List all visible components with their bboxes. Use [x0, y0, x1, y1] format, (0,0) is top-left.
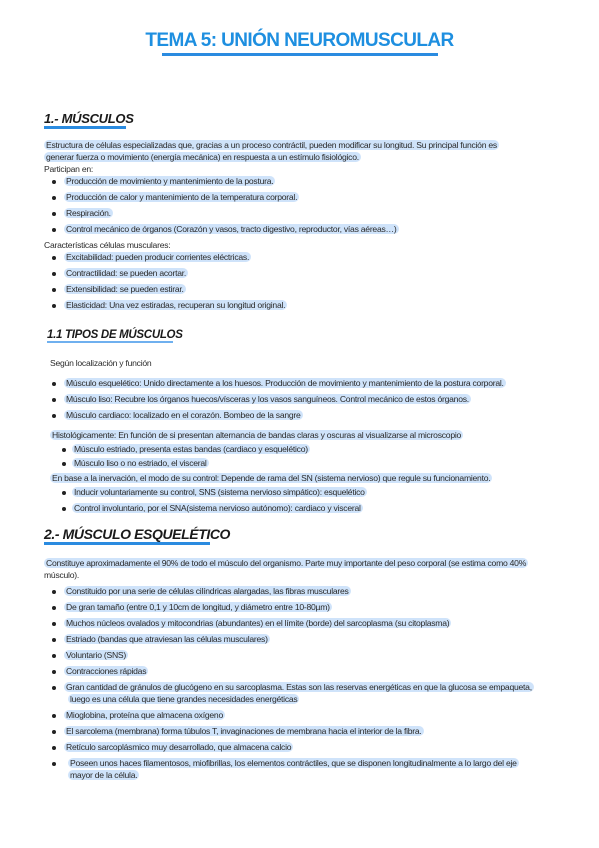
- bullet-icon: [52, 272, 56, 276]
- bullet-icon: [52, 228, 56, 232]
- list-item: Músculo liso: Recubre los órganos huecos/vísceras y los vasos sanguíneos. Control mecánico de estos órganos.: [66, 394, 469, 404]
- sub-label: Según localización y función: [50, 358, 152, 368]
- bullet-icon: [52, 654, 56, 658]
- page-title: TEMA 5: UNIÓN NEUROMUSCULAR: [145, 30, 454, 51]
- section-heading-musculos: 1.- MÚSCULOS: [44, 111, 134, 126]
- bullet-icon: [52, 256, 56, 260]
- bullet-icon: [52, 762, 56, 766]
- intro-line-1: Estructura de células especializadas que, gracias a un proceso contráctil, pueden modificar su longitud. Su principal función es: [46, 140, 497, 150]
- intro-line-1: Constituye aproximadamente el 90% de todo el músculo del organismo. Parte muy importante del peso corporal (se estima como 40%: [46, 558, 527, 568]
- section-heading-tipos: 1.1 TIPOS DE MÚSCULOS: [47, 329, 183, 341]
- bullet-icon: [52, 730, 56, 734]
- bullet-icon: [52, 590, 56, 594]
- list-item: De gran tamaño (entre 0,1 y 10cm de longitud, y diámetro entre 10-80µm): [66, 602, 330, 612]
- list-item: Inducir voluntariamente su control, SNS (sistema nervioso simpático): esquelético: [74, 487, 365, 497]
- bullet-icon: [62, 491, 66, 495]
- list-item: Constituido por una serie de células cilíndricas alargadas, las fibras musculares: [66, 586, 349, 596]
- caracteristicas-label: Características células musculares:: [44, 240, 171, 250]
- bullet-icon: [52, 606, 56, 610]
- bullet-icon: [52, 212, 56, 216]
- bullet-icon: [52, 304, 56, 308]
- list-item: Extensibilidad: se pueden estirar.: [66, 284, 184, 294]
- list-item: Producción de calor y mantenimiento de la temperatura corporal.: [66, 192, 298, 202]
- list-item: El sarcolema (membrana) forma túbulos T, invaginaciones de membrana hacia el interior de la fibra.: [66, 726, 422, 736]
- list-item: Voluntario (SNS): [66, 650, 127, 660]
- list-item: Producción de movimiento y mantenimiento de la postura.: [66, 176, 274, 186]
- list-item: Estriado (bandas que atraviesan las células musculares): [66, 634, 268, 644]
- bullet-icon: [52, 180, 56, 184]
- bullet-icon: [52, 288, 56, 292]
- list-item: Gran cantidad de gránulos de glucógeno en su sarcoplasma. Estas son las reservas energéticas en que la glucosa se empaqueta,: [66, 682, 532, 692]
- list-item-continuation: mayor de la célula.: [70, 770, 138, 780]
- intro-line-2: músculo).: [44, 570, 79, 580]
- list-item: Contractilidad: se pueden acortar.: [66, 268, 187, 278]
- inervacion-text: En base a la inervación, el modo de su control: Depende de rama del SN (sistema nervioso) que regule su funcionamiento.: [52, 473, 491, 483]
- bullet-icon: [52, 414, 56, 418]
- bullet-icon: [52, 714, 56, 718]
- bullet-icon: [62, 462, 66, 466]
- list-item-continuation: luego es una célula que tiene grandes necesidades energéticas: [70, 694, 298, 704]
- bullet-icon: [62, 448, 66, 452]
- list-item: Control mecánico de órganos (Corazón y vasos, tracto digestivo, reproductor, vías aéreas…): [66, 224, 397, 234]
- participan-label: Participan en:: [44, 164, 94, 174]
- title-underline: [162, 53, 438, 56]
- bullet-icon: [52, 382, 56, 386]
- bullet-icon: [52, 686, 56, 690]
- list-item: Músculo estriado, presenta estas bandas (cardiaco y esquelético): [74, 444, 308, 454]
- list-item: Músculo cardiaco: localizado en el corazón. Bombeo de la sangre: [66, 410, 301, 420]
- list-item: Muchos núcleos ovalados y mitocondrias (abundantes) en el límite (borde) del sarcoplasma (su citoplasma): [66, 618, 450, 628]
- list-item: Elasticidad: Una vez estiradas, recuperan su longitud original.: [66, 300, 286, 310]
- list-item: Respiración.: [66, 208, 111, 218]
- list-item: Mioglobina, proteína que almacena oxígeno: [66, 710, 223, 720]
- bullet-icon: [52, 670, 56, 674]
- bullet-icon: [52, 398, 56, 402]
- list-item: Poseen unos haces filamentosos, miofibrillas, los elementos contráctiles, que se disponen longitudinalmente a lo largo del eje: [70, 758, 517, 768]
- list-item: Contracciones rápidas: [66, 666, 147, 676]
- list-item: Excitabilidad: pueden producir corrientes eléctricas.: [66, 252, 250, 262]
- list-item: Retículo sarcoplásmico muy desarrollado, que almacena calcio: [66, 742, 292, 752]
- section-heading-esqueletico: 2.- MÚSCULO ESQUELÉTICO: [44, 526, 230, 542]
- histologia-text: Histológicamente: En función de si presentan alternancia de bandas claras y oscuras al visualizarse al microscopio: [52, 430, 462, 440]
- intro-line-2: generar fuerza o movimiento (energía mecánica) en respuesta a un estímulo fisiológico.: [46, 152, 359, 162]
- bullet-icon: [62, 507, 66, 511]
- list-item: Control involuntario, por el SNA(sistema nervioso autónomo): cardiaco y visceral: [74, 503, 361, 513]
- bullet-icon: [52, 746, 56, 750]
- bullet-icon: [52, 196, 56, 200]
- list-item: Músculo esquelético: Unido directamente a los huesos. Producción de movimiento y mantenimiento de la postura corporal.: [66, 378, 504, 388]
- bullet-icon: [52, 622, 56, 626]
- bullet-icon: [52, 638, 56, 642]
- list-item: Músculo liso o no estriado, el visceral: [74, 458, 207, 468]
